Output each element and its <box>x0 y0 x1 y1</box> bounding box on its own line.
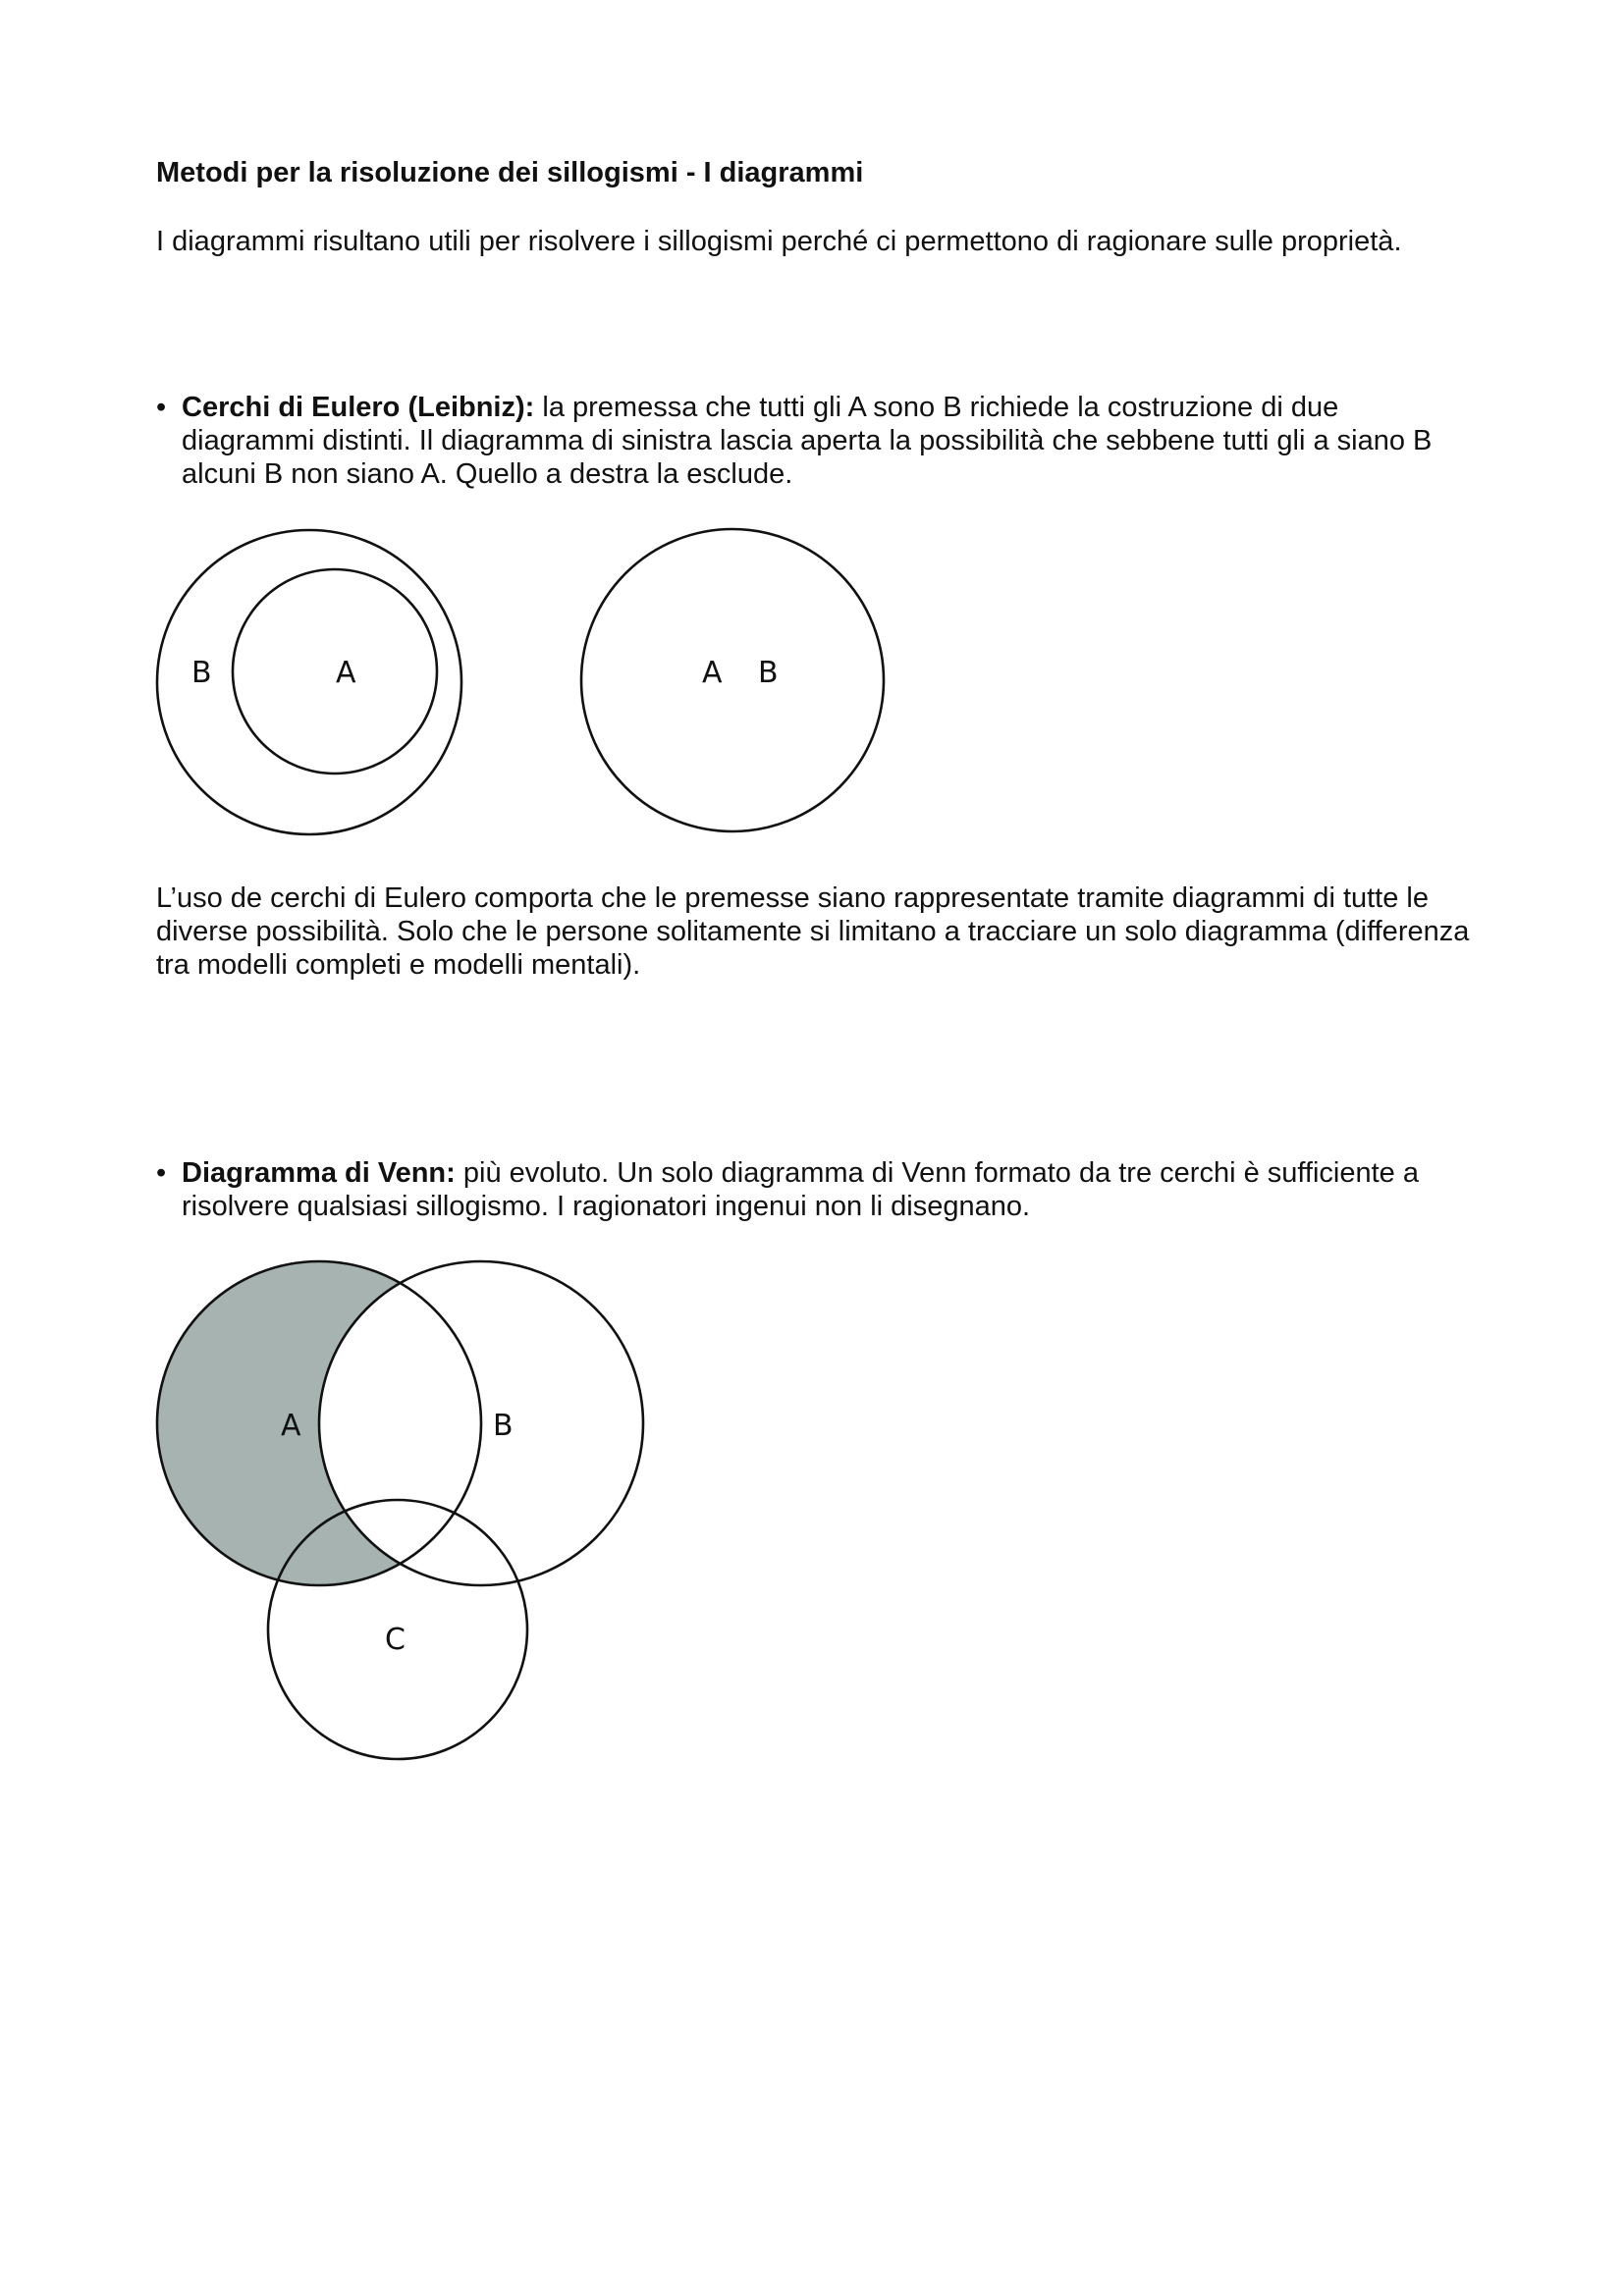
venn-bullet <box>156 1156 1491 1223</box>
venn-heading: Diagramma di Venn: <box>182 1157 456 1189</box>
euler-diagram-right <box>580 525 894 839</box>
intro-paragraph: I diagrammi risultano utili per risolvere i sillogismi perché ci permettono di ragionare sulle proprietà. <box>156 226 1402 257</box>
euler-label-b: B <box>191 656 212 690</box>
venn-label-c: C <box>385 1623 406 1657</box>
euler-inner-circle-a <box>233 569 437 774</box>
euler-heading: Cerchi di Eulero (Leibniz): <box>182 392 535 423</box>
venn-label-b: B <box>493 1409 514 1443</box>
euler-equal-label-a: A <box>702 656 723 690</box>
euler-equal-label-b: B <box>758 656 779 690</box>
bullet-marker: • <box>156 1157 167 1189</box>
euler-note-paragraph: L’uso de cerchi di Eulero comporta che le premesse siano rappresentate tramite diagrammi di tutte le diverse possibilità. Solo che le persone solitamente si limitano a tracciare un solo diagramma (differenza tra modelli completi e modelli mentali). <box>156 882 1470 981</box>
euler-label-a: A <box>336 656 356 690</box>
bullet-marker: • <box>156 392 167 423</box>
page-title: Metodi per la risoluzione dei sillogismi - I diagrammi <box>156 157 864 188</box>
euler-bullet <box>156 391 1433 491</box>
euler-bullet-text <box>182 391 1433 491</box>
euler-diagram-left <box>152 525 466 839</box>
venn-diagram <box>147 1256 658 1767</box>
venn-description: più evoluto. Un solo diagramma di Venn formato da tre cerchi è sufficiente a risolvere qualsiasi sillogismo. I ragionatori ingenui non li disegnano. <box>182 1157 1419 1222</box>
venn-bullet-text <box>182 1156 1491 1223</box>
venn-label-a: A <box>281 1409 301 1443</box>
euler-description: la premessa che tutti gli A sono B richiede la costruzione di due diagrammi distinti. Il diagramma di sinistra lascia aperta la possibilità che sebbene tutti gli a siano B alcuni B non siano A. Quello a destra la esclude. <box>182 392 1433 490</box>
euler-equal-circle <box>581 529 884 831</box>
